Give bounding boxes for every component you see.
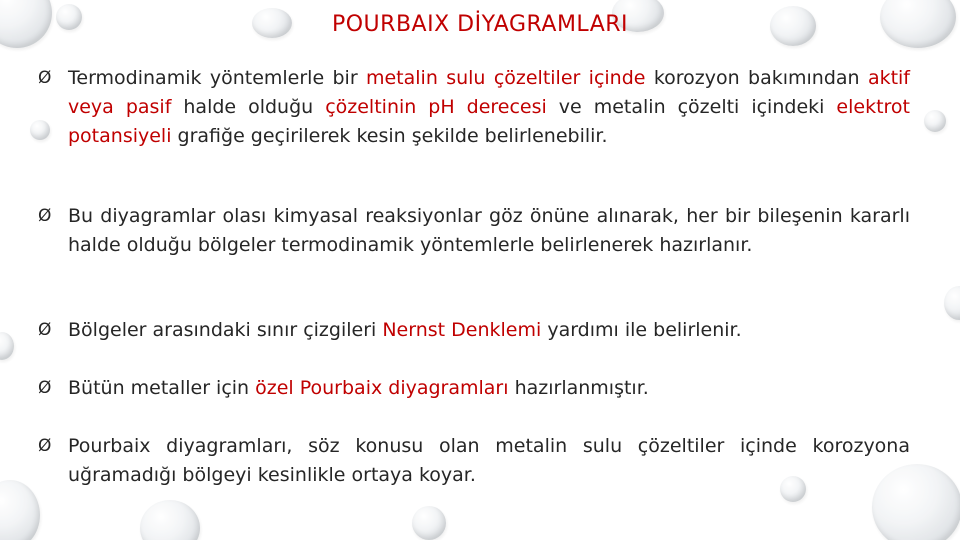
water-drop-decoration (944, 286, 960, 320)
bullet-text (68, 374, 910, 403)
bullet-item (38, 432, 910, 490)
body-text: Bütün metaller için (68, 377, 256, 399)
water-drop-decoration (924, 110, 946, 132)
water-drop-decoration (140, 500, 200, 540)
body-text: halde olduğu (171, 96, 326, 118)
highlighted-text: aktif veya pasif (68, 67, 911, 118)
body-text: Bu diyagramlar olası kimyasal reaksiyonlar göz önüne alınarak, her bir bileşenin kararlı halde olduğu bölgeler termodinamik yöntemlerle belirlenerek hazırlanır. (68, 205, 910, 256)
bullet-arrow-icon: Ø (38, 206, 52, 226)
body-text: Bölgeler arasındaki sınır çizgileri (68, 319, 383, 341)
highlighted-text: çözeltinin pH derecesi (325, 96, 547, 118)
body-text: korozyon bakımından (645, 67, 868, 89)
highlighted-text: elektrot potansiyeli (68, 96, 910, 147)
body-text: hazırlanmıştır. (508, 377, 649, 399)
bullet-item (38, 374, 910, 403)
highlighted-text: metalin sulu çözeltiler içinde (365, 67, 646, 89)
bullet-text (68, 202, 910, 260)
slide-title: POURBAIX DİYAGRAMLARI (331, 12, 629, 37)
bullet-text (68, 432, 910, 490)
bullet-text (68, 316, 910, 345)
water-drop-decoration (0, 480, 40, 540)
bullet-arrow-icon: Ø (38, 378, 52, 398)
body-text: Termodinamik yöntemlerle bir (68, 67, 366, 89)
highlighted-text: Nernst Denklemi (382, 319, 542, 341)
bullet-arrow-icon: Ø (38, 68, 52, 88)
bullet-arrow-icon: Ø (38, 320, 52, 340)
bullet-arrow-icon: Ø (38, 436, 52, 456)
body-text: yardımı ile belirlenir. (541, 319, 742, 341)
bullet-text (68, 64, 910, 151)
bullet-item (38, 202, 910, 260)
body-text: grafiğe geçirilerek kesin şekilde belirlenebilir. (171, 125, 608, 147)
body-text: ve metalin çözelti içindeki (546, 96, 837, 118)
bullet-item (38, 316, 910, 345)
body-text: Pourbaix diyagramları, söz konusu olan metalin sulu çözeltiler içinde korozyona uğramadığı bölgeyi kesinlikle ortaya koyar. (68, 435, 910, 486)
water-drop-decoration (0, 332, 14, 360)
bullet-item (38, 64, 910, 151)
highlighted-text: özel Pourbaix diyagramları (255, 377, 509, 399)
water-drop-decoration (412, 506, 446, 540)
